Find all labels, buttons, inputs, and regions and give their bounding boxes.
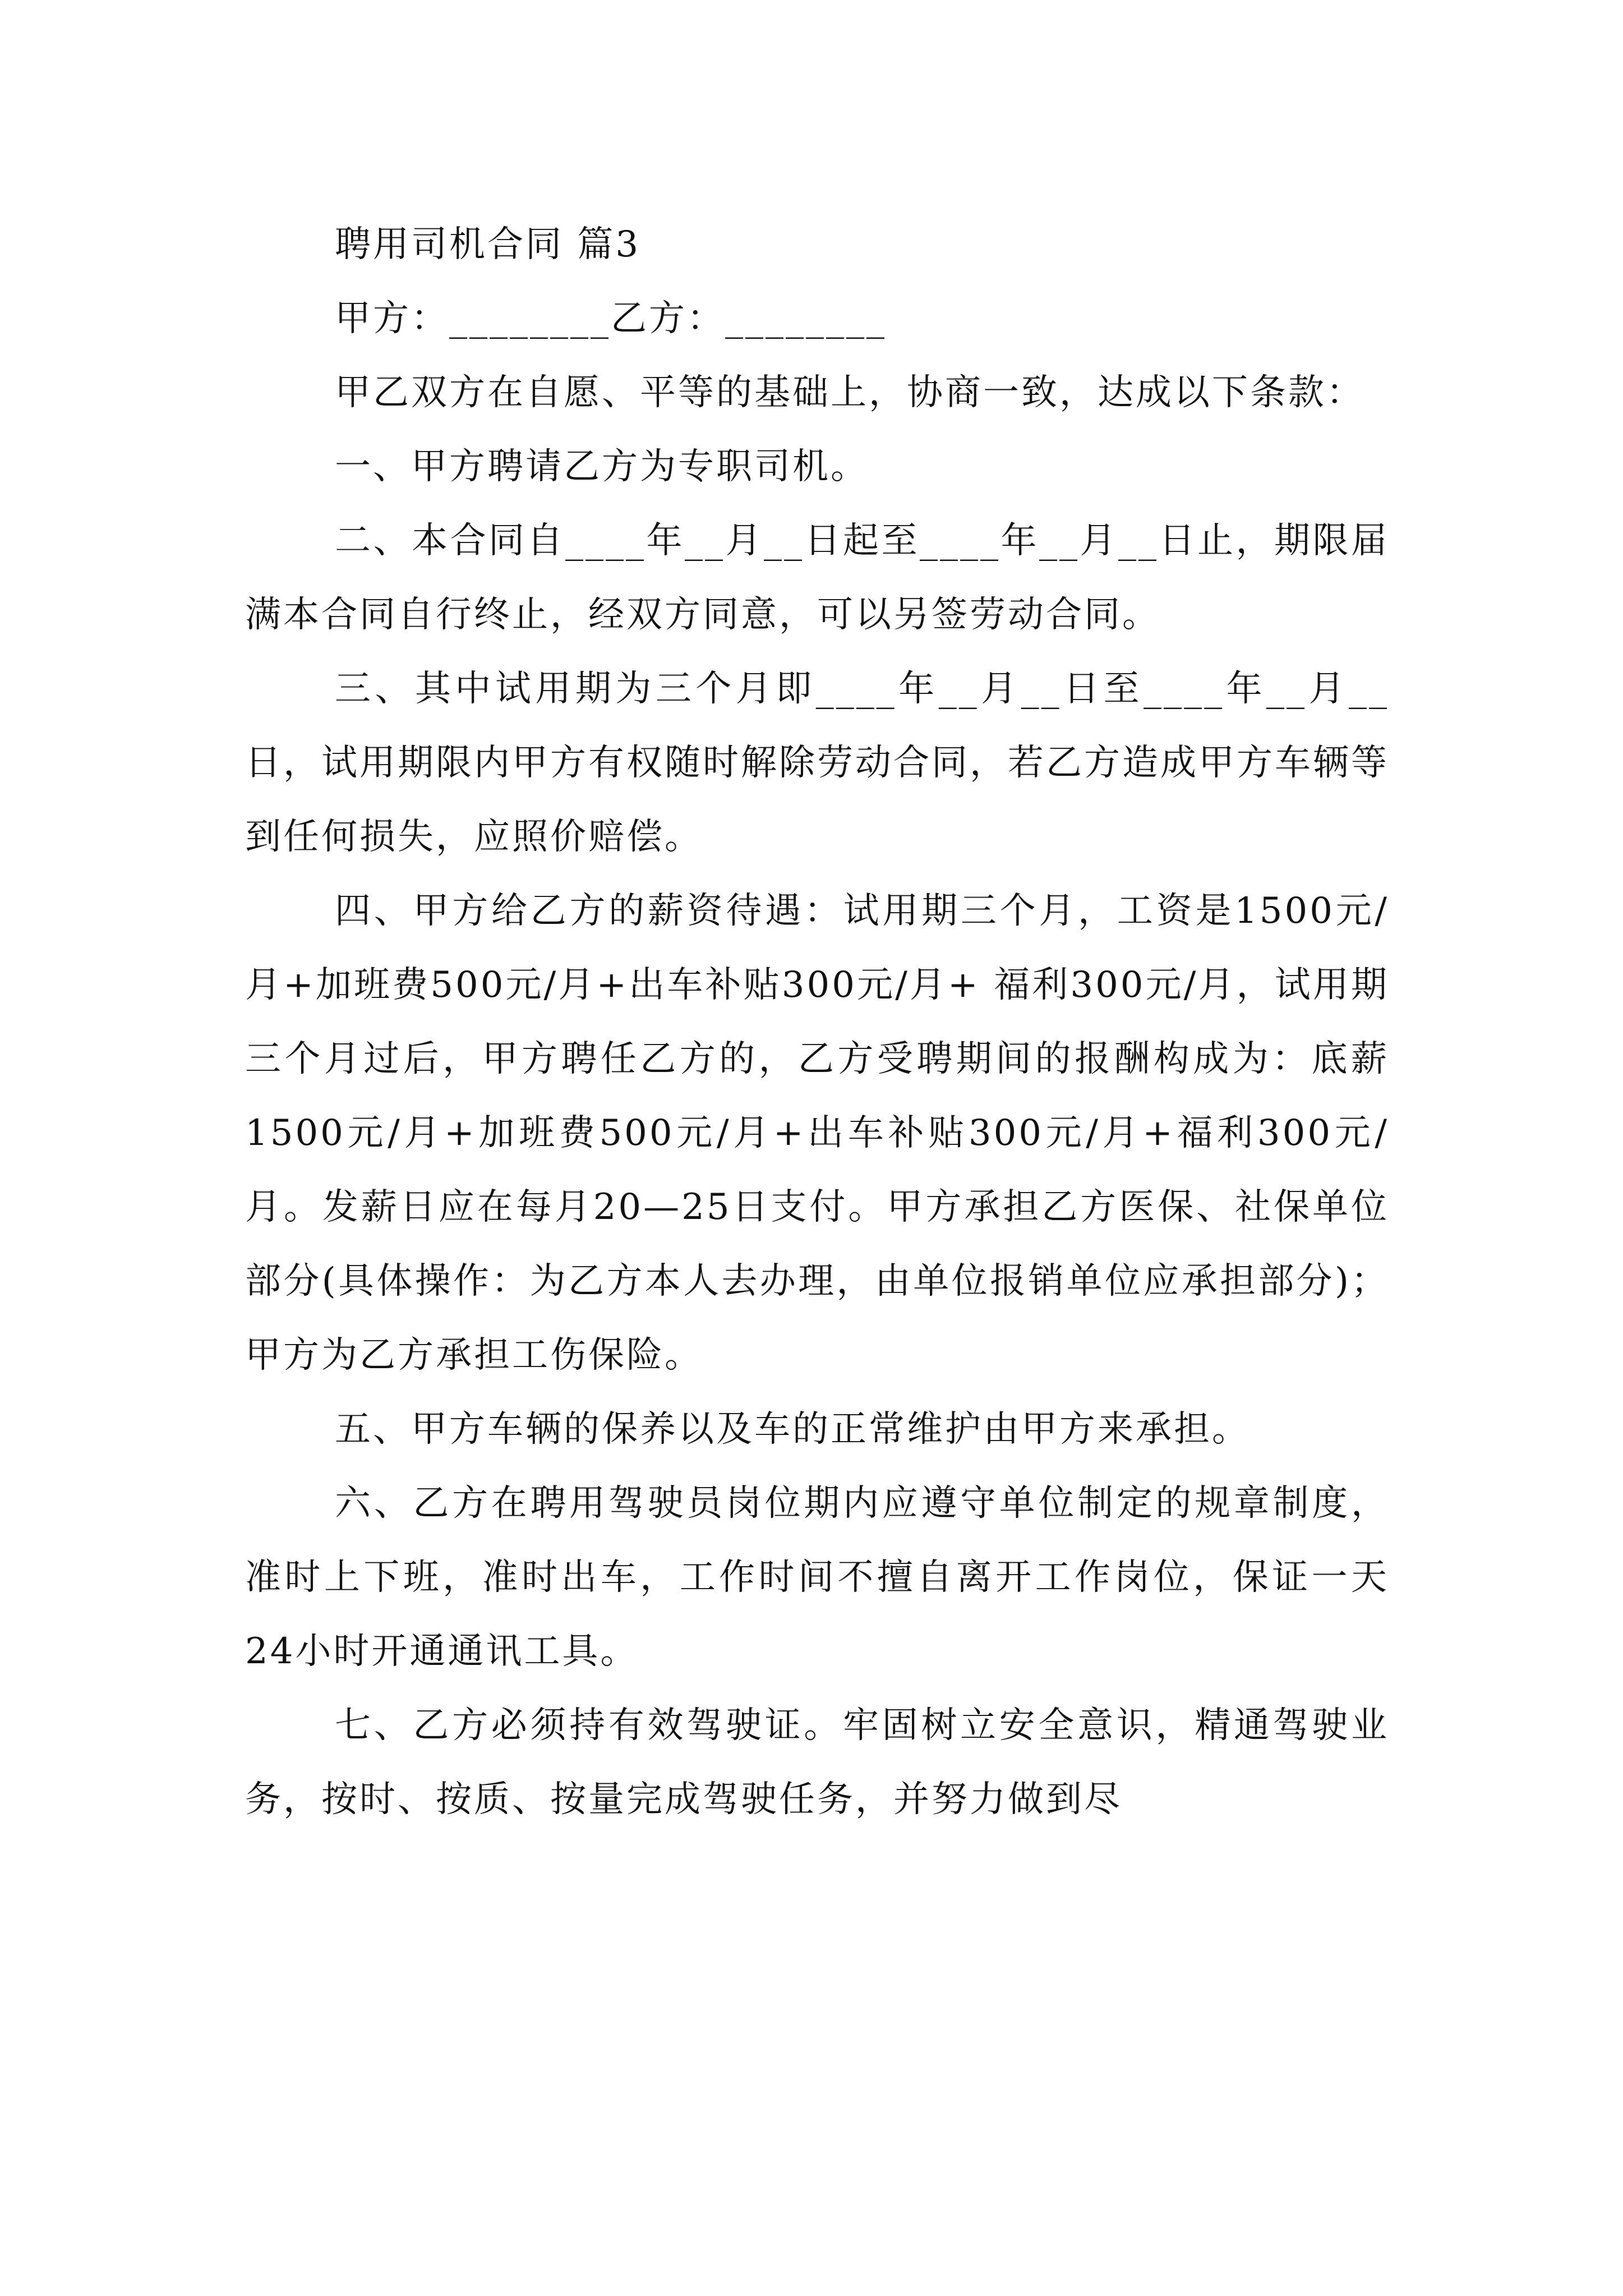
clause-5: 五、甲方车辆的保养以及车的正常维护由甲方来承担。 [335,1409,1250,1450]
parties-line: 甲方：________乙方：________ [335,298,887,339]
contract-body [245,208,1389,1837]
contract-title: 聘用司机合同 篇3 [335,224,641,265]
clause-7: 七、乙方必须持有效驾驶证。牢固树立安全意识，精通驾驶业务，按时、按质、按量完成驾驶任务，并努力做到尽 [245,1705,1389,1820]
clause-4: 四、甲方给乙方的薪资待遇：试用期三个月，工资是1500元/月+加班费500元/月+出车补贴300元/月+ 福利300元/月，试用期三个月过后，甲方聘任乙方的，乙方受聘期间的报酬构成为：底薪1500元/月+加班费500元/月+出车补贴300元/月+福利300元/月。发薪日应在每月20—25日支付。甲方承担乙方医保、社保单位部分(具体操作：为乙方本人去办理，由单位报销单位应承担部分)；甲方为乙方承担工伤保险。 [245,890,1389,1376]
clause-1: 一、甲方聘请乙方为专职司机。 [335,446,869,487]
clause-3: 三、其中试用期为三个月即____年__月__日至____年__月__日，试用期限内甲方有权随时解除劳动合同，若乙方造成甲方车辆等到任何损失，应照价赔偿。 [245,668,1389,858]
clause-2: 二、本合同自____年__月__日起至____年__月__日止，期限届满本合同自行终止，经双方同意，可以另签劳动合同。 [245,520,1389,636]
paragraph-intro: 甲乙双方在自愿、平等的基础上，协商一致，达成以下条款： [335,372,1364,413]
clause-6: 六、乙方在聘用驾驶员岗位期内应遵守单位制定的规章制度，准时上下班，准时出车，工作时间不擅自离开工作岗位，保证一天24小时开通通讯工具。 [245,1483,1389,1672]
